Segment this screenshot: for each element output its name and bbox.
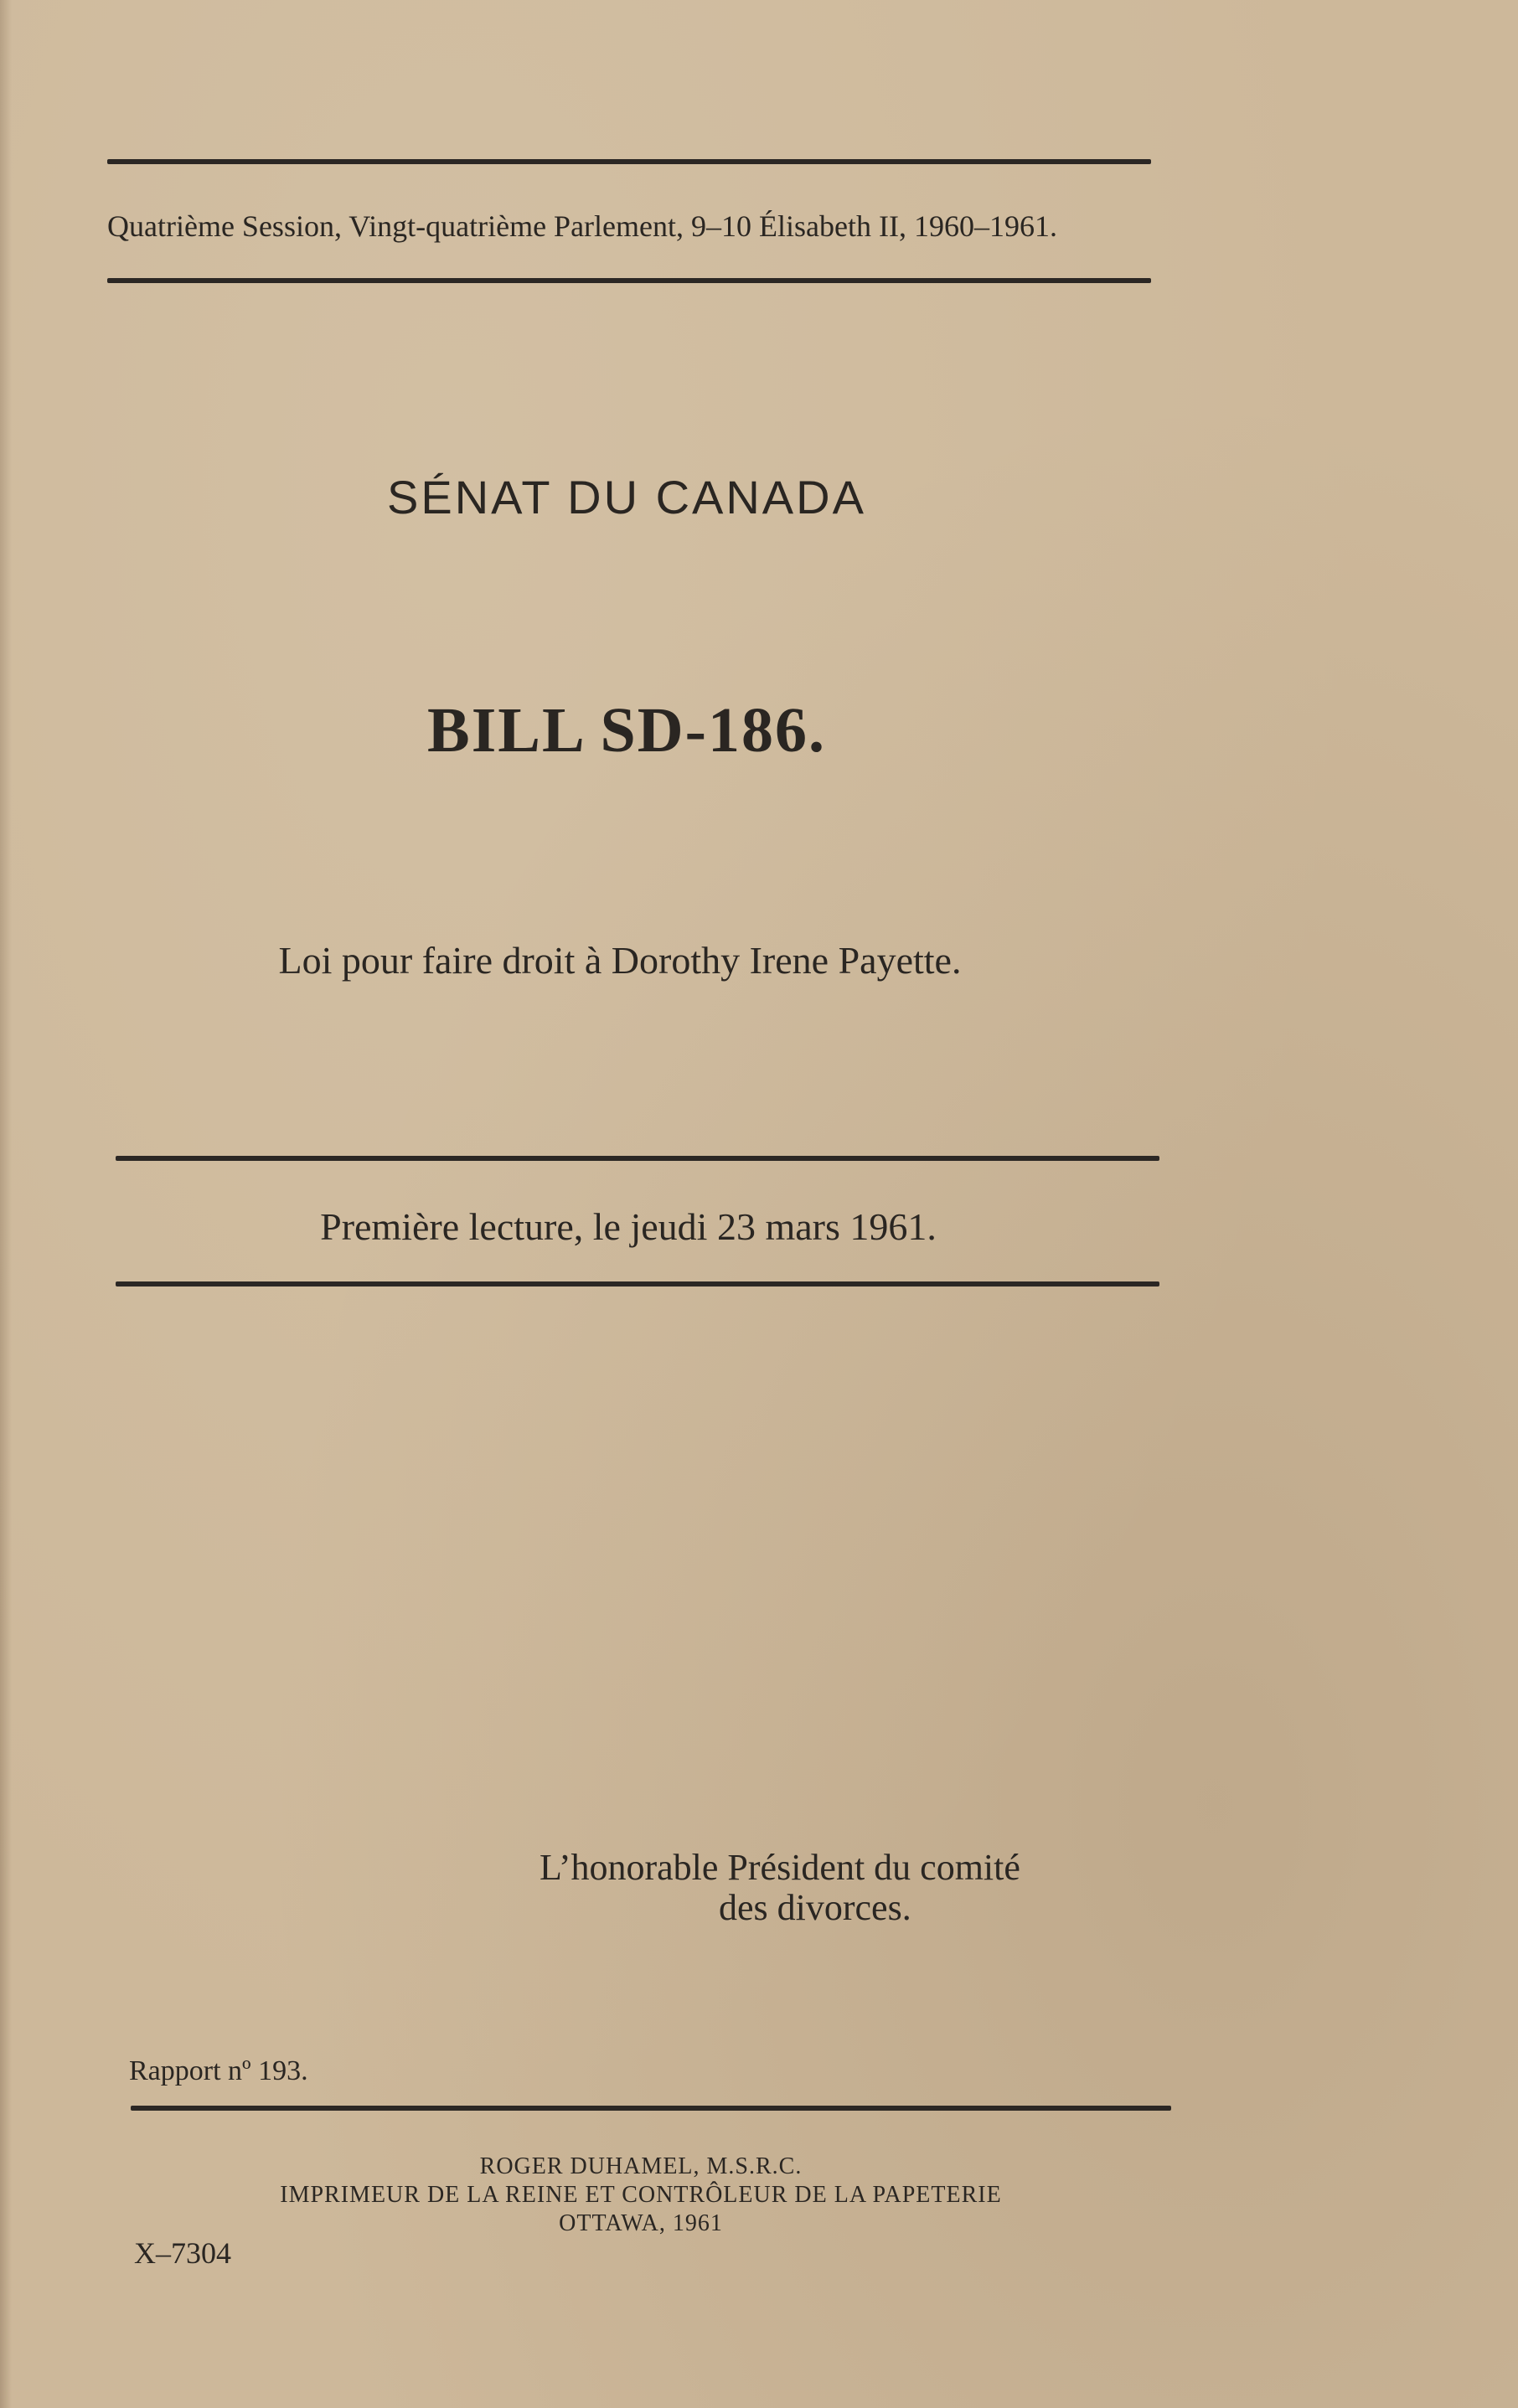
first-reading-date: Première lecture, le jeudi 23 mars 1961.: [320, 1205, 937, 1248]
sponsor-block: [540, 1848, 1020, 1929]
top-rule: [107, 159, 1151, 164]
reading-bottom-rule: [116, 1281, 1159, 1287]
footer-rule: [131, 2106, 1171, 2111]
chamber-title: SÉNAT DU CANADA: [387, 471, 866, 523]
report-number: Rapport nº 193.: [129, 2055, 308, 2086]
printer-place: OTTAWA, 1961: [559, 2210, 723, 2237]
sponsor-line-1: L’honorable Président du comité: [540, 1847, 1020, 1888]
printer-name: ROGER DUHAMEL, M.S.R.C.: [479, 2153, 803, 2179]
bill-number: BILL SD-186.: [427, 695, 826, 766]
document-code: X–7304: [134, 2236, 231, 2270]
printer-role: IMPRIMEUR DE LA REINE ET CONTRÔLEUR DE LA PAPETERIE: [280, 2182, 1002, 2209]
sponsor-line-2: des divorces.: [719, 1887, 911, 1929]
session-line: Quatrième Session, Vingt-quatrième Parlement, 9–10 Élisabeth II, 1960–1961.: [107, 209, 1057, 243]
bill-subject: Loi pour faire droit à Dorothy Irene Payette.: [278, 939, 962, 982]
header-bottom-rule: [107, 278, 1151, 283]
reading-top-rule: [116, 1156, 1159, 1161]
printer-block: [0, 2153, 1282, 2238]
